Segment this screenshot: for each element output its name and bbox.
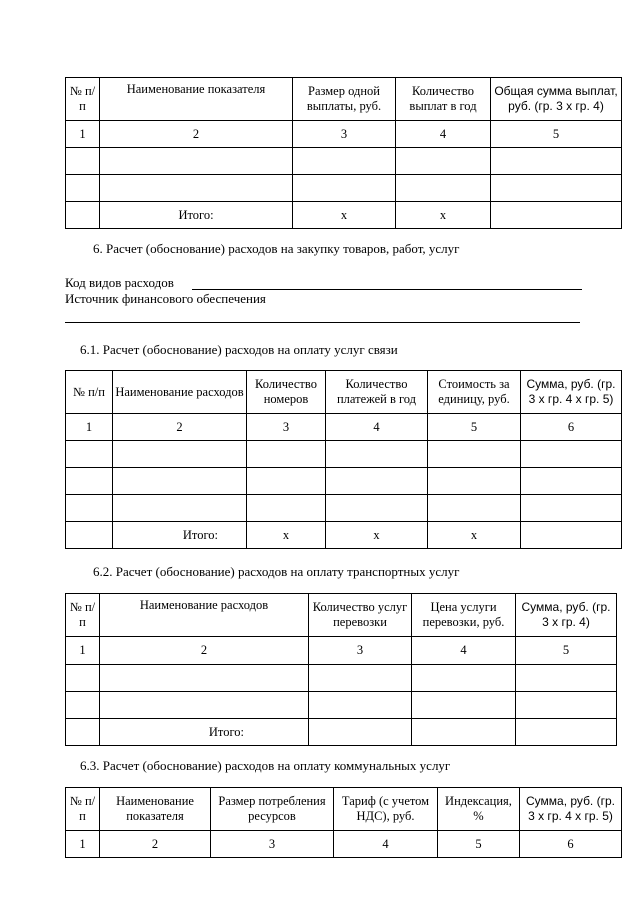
header-cell: № п/п [66, 78, 100, 121]
table-cell [113, 441, 247, 468]
table-cell [491, 148, 622, 175]
table-cell [521, 468, 622, 495]
funding-source-field[interactable] [65, 322, 580, 323]
table-cell [428, 468, 521, 495]
total-row [66, 522, 622, 549]
table-cell [309, 692, 412, 719]
header-cell: Наименование расходов [100, 594, 309, 637]
header-cell: Сумма, руб. (гр. 3 х гр. 4 х гр. 5) [521, 371, 622, 414]
column-number-row [66, 414, 622, 441]
column-number-row [66, 637, 617, 665]
table-cell [516, 665, 617, 692]
table-cell [412, 692, 516, 719]
table-cell [66, 692, 100, 719]
table-cell [491, 175, 622, 202]
number-cell: 5 [516, 637, 617, 665]
table-cell [293, 175, 396, 202]
total-cell [66, 719, 100, 746]
table-cell [66, 468, 113, 495]
header-cell: Индексация, % [438, 788, 520, 831]
header-cell: Размер потребления ресурсов [211, 788, 334, 831]
table-cell [521, 441, 622, 468]
header-cell: Количество выплат в год [396, 78, 491, 121]
table-cell [100, 665, 309, 692]
table-cell [428, 495, 521, 522]
total-label: Итого: [113, 522, 247, 549]
table-row [66, 175, 622, 202]
table-cell [293, 148, 396, 175]
section-6-3-title: 6.3. Расчет (обоснование) расходов на оплату коммунальных услуг [80, 758, 451, 773]
header-cell: Цена услуги перевозки, руб. [412, 594, 516, 637]
table-cell [396, 148, 491, 175]
header-cell: Стоимость за единицу, руб. [428, 371, 521, 414]
header-cell: Количество номеров [247, 371, 326, 414]
total-cell: х [293, 202, 396, 229]
table-cell [247, 441, 326, 468]
total-label: Итого: [100, 202, 293, 229]
total-cell: х [396, 202, 491, 229]
number-cell: 3 [293, 121, 396, 148]
table-cell [326, 495, 428, 522]
header-cell: Наименование показателя [100, 788, 211, 831]
number-cell: 1 [66, 637, 100, 665]
number-cell: 3 [211, 831, 334, 858]
table-header-row [66, 371, 622, 414]
number-cell: 1 [66, 831, 100, 858]
table-row [66, 665, 617, 692]
table-cell [396, 175, 491, 202]
expense-code-field[interactable] [192, 289, 582, 290]
table-cell [100, 175, 293, 202]
table-cell [113, 495, 247, 522]
table-cell [66, 441, 113, 468]
funding-source-label: Источник финансового обеспечения [65, 291, 266, 306]
table-cell [113, 468, 247, 495]
number-cell: 4 [334, 831, 438, 858]
number-cell: 4 [326, 414, 428, 441]
table-cell [66, 495, 113, 522]
table-cell [309, 665, 412, 692]
header-cell: Общая сумма выплат, руб. (гр. 3 х гр. 4) [491, 78, 622, 121]
expense-code-label: Код видов расходов [65, 275, 174, 290]
table-cell [428, 441, 521, 468]
number-cell: 4 [396, 121, 491, 148]
total-label: Итого: [100, 719, 309, 746]
header-cell: Тариф (с учетом НДС), руб. [334, 788, 438, 831]
total-cell [491, 202, 622, 229]
header-cell: № п/п [66, 788, 100, 831]
number-cell: 6 [521, 414, 622, 441]
table-cell [247, 495, 326, 522]
total-cell [516, 719, 617, 746]
header-cell: Количество платежей в год [326, 371, 428, 414]
table-header-row [66, 594, 617, 637]
number-cell: 2 [100, 121, 293, 148]
total-cell: х [326, 522, 428, 549]
table-row [66, 468, 622, 495]
section-6-1-title: 6.1. Расчет (обоснование) расходов на оплату услуг связи [80, 342, 398, 357]
total-row [66, 719, 617, 746]
table-cell [516, 692, 617, 719]
number-cell: 5 [428, 414, 521, 441]
header-cell: Сумма, руб. (гр. 3 х гр. 4 х гр. 5) [520, 788, 622, 831]
table-row [66, 692, 617, 719]
total-cell [66, 522, 113, 549]
table-row [66, 441, 622, 468]
number-cell: 1 [66, 121, 100, 148]
header-cell: Количество услуг перевозки [309, 594, 412, 637]
communication-services-table [65, 370, 622, 549]
total-cell [309, 719, 412, 746]
transport-services-table [65, 593, 617, 746]
table-cell [326, 468, 428, 495]
table-cell [100, 148, 293, 175]
number-cell: 3 [309, 637, 412, 665]
table-header-row [66, 78, 622, 121]
table-cell [412, 665, 516, 692]
table-cell [66, 665, 100, 692]
number-cell: 2 [100, 637, 309, 665]
table-row [66, 148, 622, 175]
header-cell: № п/п [66, 371, 113, 414]
header-cell: № п/п [66, 594, 100, 637]
number-cell: 5 [491, 121, 622, 148]
section-6-2-title: 6.2. Расчет (обоснование) расходов на оплату транспортных услуг [93, 564, 460, 579]
number-cell: 4 [412, 637, 516, 665]
total-cell [521, 522, 622, 549]
number-cell: 5 [438, 831, 520, 858]
total-cell [66, 202, 100, 229]
total-cell: х [247, 522, 326, 549]
number-cell: 2 [100, 831, 211, 858]
number-cell: 3 [247, 414, 326, 441]
header-cell: Размер одной выплаты, руб. [293, 78, 396, 121]
table-cell [326, 441, 428, 468]
section-6-title: 6. Расчет (обоснование) расходов на закупку товаров, работ, услуг [93, 241, 460, 256]
payments-table [65, 77, 622, 229]
column-number-row [66, 831, 622, 858]
table-header-row [66, 788, 622, 831]
table-cell [66, 175, 100, 202]
table-row [66, 495, 622, 522]
table-cell [66, 148, 100, 175]
number-cell: 1 [66, 414, 113, 441]
table-cell [247, 468, 326, 495]
header-cell: Наименование показателя [100, 78, 293, 121]
table-cell [100, 692, 309, 719]
number-cell: 2 [113, 414, 247, 441]
total-cell [412, 719, 516, 746]
column-number-row [66, 121, 622, 148]
total-row [66, 202, 622, 229]
header-cell: Наименование расходов [113, 371, 247, 414]
utility-services-table [65, 787, 622, 858]
total-cell: х [428, 522, 521, 549]
header-cell: Сумма, руб. (гр. 3 х гр. 4) [516, 594, 617, 637]
table-cell [521, 495, 622, 522]
number-cell: 6 [520, 831, 622, 858]
